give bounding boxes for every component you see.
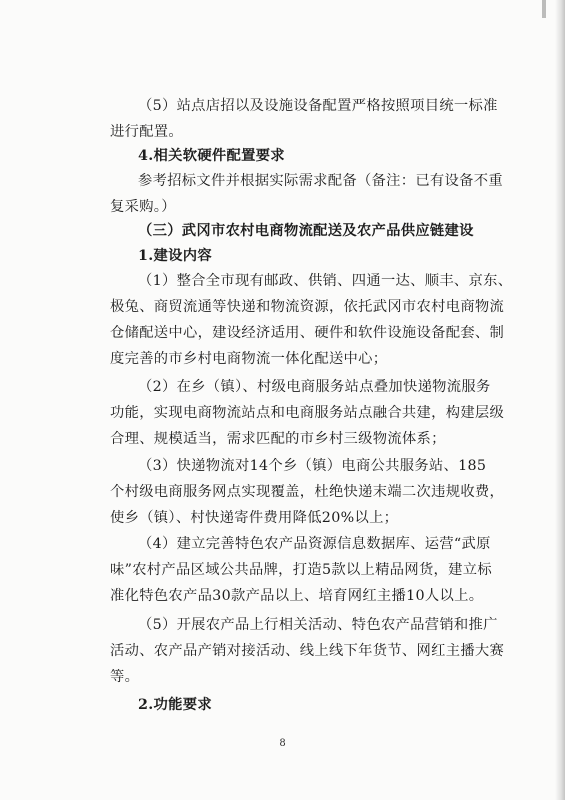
page-edge-shadow xyxy=(555,0,565,800)
paragraph-line: 极兔、商贸流通等快递和物流资源，依托武冈市农村电商物流 xyxy=(110,299,505,315)
paragraph-line: 参考招标文件并根据实际需求配备（备注：已有设备不重 xyxy=(138,173,503,189)
paragraph-line: 使乡（镇）、村快递寄件费用降低20%以上； xyxy=(110,510,399,526)
heading-construction-content xyxy=(110,243,510,269)
paragraph-line: （3）快递物流对14个乡（镇）电商公共服务站、185 xyxy=(138,458,487,474)
paragraph-line: 度完善的市乡村电商物流一体化配送中心； xyxy=(110,351,388,367)
paragraph-reference-tender xyxy=(110,168,510,220)
heading-section-three xyxy=(110,218,510,244)
paragraph-item-1 xyxy=(110,268,513,372)
paragraph-line: 味”农村产品区域公共品牌，打造5款以上精品网货，建立标 xyxy=(110,562,492,578)
paragraph-line: 活动、农产品产销对接活动、线上线下年货节、网红主播大赛 xyxy=(110,643,505,659)
paragraph-line: 准化特色农产品30款产品以上、培育网红主播10人以上。 xyxy=(110,588,484,604)
heading-line: 2.功能要求 xyxy=(138,697,212,713)
paragraph-item-5 xyxy=(110,612,510,690)
paragraph-line: 等。 xyxy=(110,669,140,685)
heading-line: （三）武冈市农村电商物流配送及农产品供应链建设 xyxy=(138,223,474,239)
heading-functional-requirements xyxy=(110,692,510,718)
paragraph-line: （4）建立完善特色农产品资源信息数据库、运营“武原 xyxy=(138,536,491,552)
paragraph-line: 个村级电商服务网点实现覆盖，杜绝快递末端二次违规收费， xyxy=(110,484,505,500)
paragraph-line: 合理、规模适当，需求匹配的市乡村三级物流体系； xyxy=(110,431,446,447)
heading-line: 4.相关软硬件配置要求 xyxy=(138,148,285,164)
paragraph-line: 进行配置。 xyxy=(110,124,183,140)
paragraph-item-3 xyxy=(110,453,510,531)
page-number: 8 xyxy=(279,738,286,749)
heading-line: 1.建设内容 xyxy=(138,248,212,264)
paragraph-item-2 xyxy=(110,374,510,452)
paragraph-line: 功能，实现电商物流站点和电商服务站点融合共建，构建层级 xyxy=(110,405,505,421)
paragraph-line: （2）在乡（镇）、村级电商服务站点叠加快递物流服务 xyxy=(138,379,491,395)
paragraph-line: 复采购。） xyxy=(110,199,176,215)
binding-mark xyxy=(542,0,546,18)
paragraph-site-signage xyxy=(110,93,510,145)
paragraph-line: （1）整合全市现有邮政、供销、四通一达、顺丰、京东、 xyxy=(138,273,513,289)
paragraph-line: 仓储配送中心，建设经济适用、硬件和软件设施设备配套、制 xyxy=(110,325,505,341)
paragraph-item-4 xyxy=(110,531,510,609)
paragraph-line: （5）开展农产品上行相关活动、特色农产品营销和推广 xyxy=(138,617,498,633)
heading-software-hardware-config xyxy=(110,143,510,169)
paragraph-line: （5）站点店招以及设施设备配置严格按照项目统一标准 xyxy=(138,98,498,114)
